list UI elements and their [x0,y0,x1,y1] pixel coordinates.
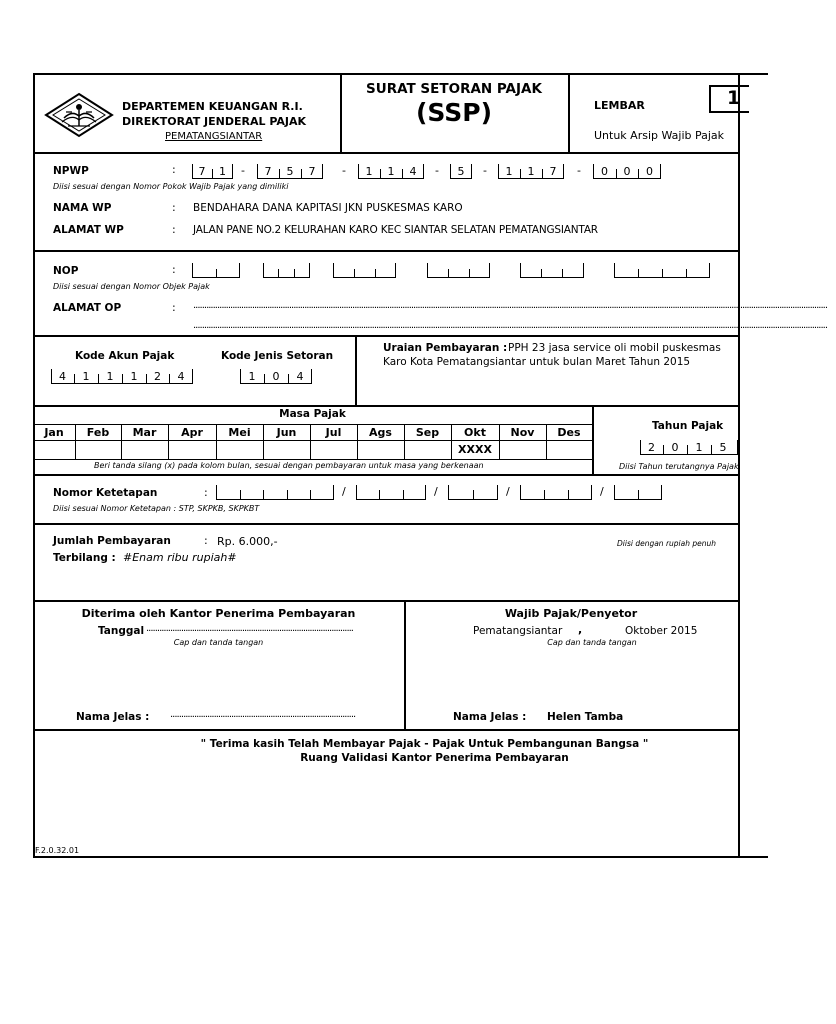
account-digit: 1 [82,370,90,383]
date-label: Tanggal [98,625,145,637]
npwp-dash: - [435,164,439,177]
op-address-colon: : [172,301,176,314]
payer-place: Pematangsiantar [473,625,563,637]
year-divider [592,405,594,475]
assessment-tick [263,490,264,500]
deposit-digit: 1 [248,370,256,383]
amount-value: Rp. 6.000,- [217,535,278,548]
month-des: Des [557,426,581,439]
assessment-field [216,485,666,501]
nop-tick [562,269,563,278]
op-address-line-2: ................................................................................................................................................................................................................................................................................................... [193,320,828,331]
assessment-label: Nomor Ketetapan [53,487,158,499]
assessment-tick [240,490,241,500]
payer-title: Wajib Pajak/Penyetor [504,607,638,620]
period-title: Masa Pajak [279,408,346,420]
month-jun: Jun [276,426,297,439]
payer-comma: , [578,623,583,636]
npwp-digit: 7 [308,165,316,178]
npwp-digit: 1 [365,165,373,178]
nop-colon: : [172,263,176,276]
deposit-digit: 4 [296,370,304,383]
payer-date: Oktober 2015 [625,625,698,637]
month-ags: Ags [369,426,392,439]
date-dots: ............................................................................................... [146,623,353,634]
month-nov: Nov [510,426,535,439]
npwp-field [192,164,662,180]
year-hint: Diisi Tahun terutangnya Pajak [619,462,739,471]
description-label: Uraian Pembayaran : [383,342,508,354]
payer-name-value: Helen Tamba [547,711,624,723]
sheet-number-box [709,85,749,113]
npwp-digit: 5 [457,165,465,178]
period-hint: Beri tanda silang (x) pada kolom bulan, sesuai dengan pembayaran untuk masa yang berkenaan [94,461,484,470]
account-digit: 4 [177,370,185,383]
nop-tick [448,269,449,278]
address-colon: : [172,223,176,236]
dept-line1: DEPARTEMEN KEUANGAN R.I. [122,100,303,113]
month-mei: Mei [228,426,251,439]
deposit-digit: 0 [272,370,280,383]
slogan: " Terima kasih Telah Membayar Pajak - Pajak Untuk Pembangunan Bangsa " [200,738,649,750]
year-digit: 1 [695,441,703,454]
assessment-slash: / [434,485,438,498]
month-feb: Feb [86,426,110,439]
npwp-dash: - [483,164,487,177]
receiver-title: Diterima oleh Kantor Penerima Pembayaran [81,607,356,620]
year-digit: 0 [671,441,679,454]
period-grid-top [33,424,592,425]
assessment-slash: / [600,485,604,498]
npwp-dash: - [577,164,581,177]
assessment-box [356,485,426,500]
assessment-tick [287,490,288,500]
account-digit: 1 [106,370,114,383]
nop-tick [662,269,663,278]
nop-tick [469,269,470,278]
dept-line2: DIREKTORAT JENDERAL PAJAK [122,115,307,128]
sheet-label: LEMBAR [594,99,645,112]
assessment-tick [379,490,380,500]
year-digit: 5 [719,441,727,454]
assessment-tick [568,490,569,500]
nop-tick [686,269,687,278]
nop-box [427,263,490,278]
npwp-digit: 4 [409,165,417,178]
words-label: Terbilang : [53,552,116,564]
op-address-line-1: ................................................................................................................................................................................................................................................................................................... [193,300,828,311]
account-digit: 4 [59,370,66,383]
nop-hint: Diisi sesuai dengan Nomor Objek Pajak [53,282,210,291]
nop-tick [354,269,355,278]
assessment-tick [473,490,474,500]
sheet-purpose: Untuk Arsip Wajib Pajak [594,129,725,142]
npwp-digit: 7 [264,165,272,178]
npwp-label: NPWP [53,165,89,177]
npwp-digit: 5 [286,165,294,178]
payment-divider [355,335,357,407]
assessment-slash: / [342,485,346,498]
month-jan: Jan [44,426,64,439]
npwp-digit: 1 [505,165,513,178]
section-line-6 [33,523,740,525]
nop-tick [294,269,295,278]
receiver-name-label: Nama Jelas : [76,711,150,723]
section-line-4 [33,405,740,407]
period-grid [33,424,592,460]
npwp-digit: 1 [219,165,226,178]
npwp-digit: 7 [549,165,557,178]
deposit-code-label: Kode Jenis Setoran [221,350,334,362]
description-line2: Karo Kota Pematangsiantar untuk bulan Maret Tahun 2015 [383,356,691,368]
npwp-digit: 1 [387,165,395,178]
account-code-field [51,369,195,385]
section-line-3 [33,335,740,337]
nop-field [192,263,738,279]
year-label: Tahun Pajak [652,420,724,432]
frame-bottom [33,856,768,858]
form-number: F.2.0.32.01 [35,846,80,855]
nop-tick [216,269,217,278]
name-label: NAMA WP [53,202,112,214]
assessment-box [216,485,334,500]
nop-tick [278,269,279,278]
section-line-1 [33,152,740,154]
npwp-digit: 7 [198,165,206,178]
assessment-box [520,485,592,500]
nop-tick [541,269,542,278]
account-digit: 1 [130,370,138,383]
form-title: SURAT SETORAN PAJAK [366,81,542,97]
month-okt: Okt [464,426,486,439]
section-line-2 [33,250,740,252]
receiver-name-dots: ..................................................................................... [170,709,356,720]
npwp-dash: - [241,164,245,177]
nop-tick [375,269,376,278]
nop-box [520,263,584,278]
section-line-7 [33,600,740,602]
npwp-digit: 0 [601,165,608,178]
description-line1: PPH 23 jasa service oli mobil puskesmas [508,342,721,354]
month-sep: Sep [415,426,440,439]
amount-label: Jumlah Pembayaran [53,535,171,547]
account-digit: 2 [154,370,161,383]
period-grid-mid [33,440,592,441]
month-okt-mark: XXXX [458,443,492,456]
receiver-stamp-hint: Cap dan tanda tangan [173,638,264,647]
assessment-colon: : [204,486,208,499]
npwp-digit: 0 [623,165,631,178]
name-value: BENDAHARA DANA KAPITASI JKN PUSKESMAS KARO [193,202,463,214]
form-code: (SSP) [415,98,493,127]
assessment-tick [544,490,545,500]
npwp-dash: - [342,164,346,177]
amount-hint: Diisi dengan rupiah penuh [617,539,716,548]
amount-colon: : [204,534,208,547]
payer-name-label: Nama Jelas : [453,711,527,723]
section-line-5 [33,474,740,476]
payer-stamp-hint: Cap dan tanda tangan [547,638,637,647]
frame-top [33,73,768,75]
year-field [640,440,740,456]
ministry-emblem-logo [42,92,116,138]
month-apr: Apr [181,426,203,439]
month-jul: Jul [325,426,342,439]
npwp-colon: : [172,163,176,176]
address-value: JALAN PANE NO.2 KELURAHAN KARO KEC SIANTAR SELATAN PEMATANGSIANTAR [193,224,598,236]
op-address-label: ALAMAT OP [53,302,122,314]
assessment-tick [310,490,311,500]
assessment-slash: / [506,485,510,498]
npwp-hint: Diisi sesuai dengan Nomor Pokok Wajib Pajak yang dimiliki [53,182,289,191]
address-label: ALAMAT WP [53,224,124,236]
period-grid-bottom [33,459,592,460]
office-name: PEMATANGSIANTAR [165,131,263,142]
year-digit: 2 [648,441,655,454]
words-value: #Enam ribu rupiah# [123,551,237,564]
section-line-8 [33,729,740,731]
nop-box [333,263,396,278]
name-colon: : [172,201,176,214]
month-mar: Mar [132,426,157,439]
header-divider-2 [568,73,570,153]
nop-tick [638,269,639,278]
account-code-label: Kode Akun Pajak [75,350,175,362]
assessment-hint: Diisi sesuai Nomor Ketetapan : STP, SKPKB, SKPKBT [53,504,260,513]
assessment-tick [403,490,404,500]
assessment-tick [638,490,639,500]
nop-label: NOP [53,265,79,277]
nop-box [263,263,310,278]
npwp-digit: 1 [527,165,535,178]
npwp-digit: 0 [646,165,653,178]
validation-area-label: Ruang Validasi Kantor Penerima Pembayaran [300,752,569,764]
sheet-number: 1 [727,87,741,109]
deposit-code-field [240,369,313,385]
